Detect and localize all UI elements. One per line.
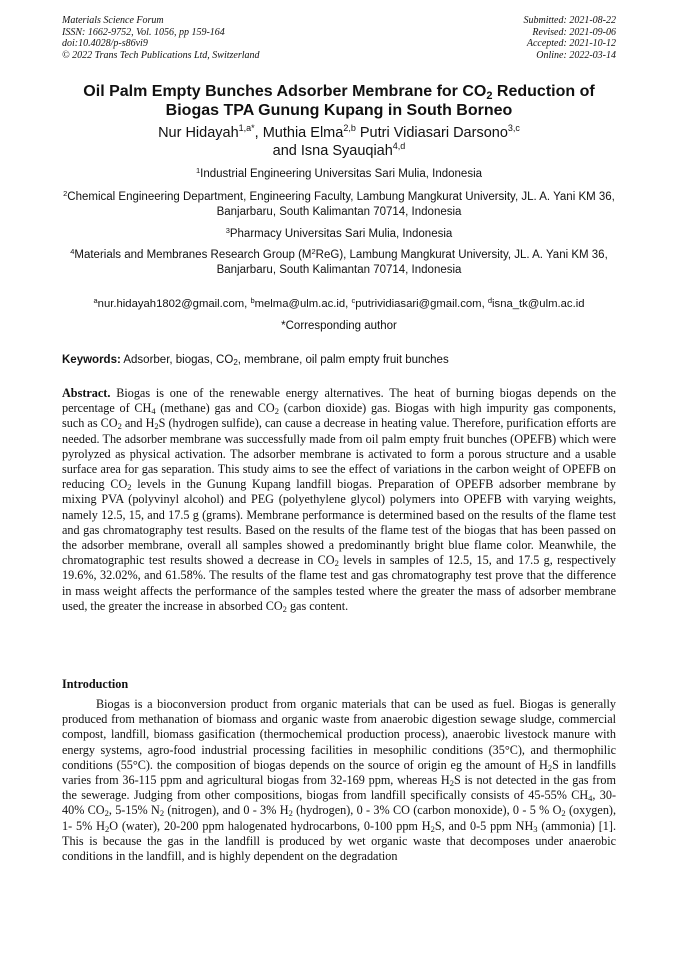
subscript: 2: [430, 823, 435, 834]
affiliation-superscript: 2: [311, 247, 316, 256]
paper-title: [40, 82, 638, 120]
email-address[interactable]: melma@ulm.ac.id,: [254, 298, 352, 310]
keywords-label: Keywords:: [62, 354, 121, 366]
corresponding-author-note: *Corresponding author: [281, 320, 397, 332]
subscript: 2: [288, 808, 293, 819]
email-mark: c: [351, 296, 356, 305]
body-text: (ammonia) [1]. This is because the gas in the landfill is produced by wet organic waste that decomposes under anaerobic conditions in the landfill, and is highly dependent on the degradation: [62, 818, 616, 864]
keywords-subscript: 2: [233, 358, 238, 367]
section-heading-introduction: Introduction: [62, 677, 129, 691]
author-list: [40, 124, 638, 160]
date-submitted: Submitted: 2021-08-22: [523, 15, 616, 26]
subscript: 2: [117, 421, 122, 432]
title-subscript: 2: [486, 90, 493, 102]
abstract-text: levels in samples of 12.5, 15, and 17.5 g, respectively 19.6%, 32.02%, and 61.58%. The results of the flame test and gas chromatography test prove that the difference in mass weight affects the performance of the samples tested where the greater the mass of adsorber membrane used, the greater the increase in absorbed CO: [62, 553, 616, 613]
date-accepted: Accepted: 2021-10-12: [526, 38, 616, 49]
email-address[interactable]: isna_tk@ulm.ac.id: [492, 298, 585, 310]
keywords: [62, 353, 616, 368]
subscript: 3: [533, 823, 538, 834]
journal-issn: ISSN: 1662-9752, Vol. 1056, pp 159-164: [62, 26, 225, 38]
affiliation-text: Pharmacy Universitas Sari Mulia, Indonesia: [229, 228, 453, 240]
date-revised: Revised: 2021-09-06: [532, 26, 616, 38]
abstract-text: S (hydrogen sulfide), can cause a decrease in heating value. Therefore, purification efforts are needed. The adsorber membrane was successfully made from oil palm empty fruit bunches (OPEFB) which were pyrolyzed as physical activation. The adsorber membrane is activated to form a porous structure and a usable surface area for gas separation. This study aims to see the effect of variations in the carbon weight of OPEFB on reducing CO: [62, 416, 616, 492]
title-line-2: Biogas TPA Gunung Kupang in South Borneo: [165, 102, 513, 119]
subscript: 2: [127, 482, 132, 493]
abstract-text: gas content.: [286, 598, 349, 613]
subscript: 2: [104, 808, 109, 819]
affiliation-text: Chemical Engineering Department, Engineering Faculty, Lambung Mangkurat University, JL. A. Yani KM 36, Banjarbaru, South Kalimantan 70714, Indonesia: [67, 191, 615, 218]
subscript: 2: [334, 558, 339, 569]
email-address[interactable]: putrividiasari@gmail.com,: [355, 298, 488, 310]
title-text: Reduction of: [492, 83, 595, 100]
subscript: 2: [282, 603, 287, 614]
dates-header: [524, 15, 617, 61]
email-list: [40, 297, 638, 312]
affiliation-text: ReG), Lambung Mangkurat University, JL. A. Yani KM 36, Banjarbaru, South Kalimantan 70714, Indonesia: [216, 249, 608, 276]
author-name: Nur Hidayah: [158, 125, 239, 141]
abstract-text: Biogas is one of the renewable energy alternatives. The heat of burning biogas depends on the percentage of CH: [62, 386, 616, 416]
email-mark: d: [487, 296, 493, 305]
body-text: S in landfills varies from 36-115 ppm and agricultural biogas from 32-169 ppm, whereas H: [62, 757, 616, 788]
journal-header: [62, 15, 260, 61]
subscript: 2: [449, 778, 454, 789]
affiliation-mark: 3: [225, 226, 230, 235]
abstract-text: (carbon dioxide) gas. Biogas with high impurity gas components, such as CO: [62, 401, 617, 431]
abstract-text: (methane) gas and CO: [155, 401, 275, 416]
email-mark: b: [250, 296, 255, 305]
introduction-paragraph: [62, 697, 616, 864]
author-affiliation-mark: 2,b: [343, 123, 356, 133]
subscript: 2: [561, 808, 566, 819]
author-name: Putri Vidiasari Darsono: [355, 125, 508, 141]
keywords-text: , membrane, oil palm empty fruit bunches: [237, 354, 449, 366]
journal-name: Materials Science Forum: [62, 15, 164, 26]
body-text: O (water), 20-200 ppm halogenated hydrocarbons, 0-100 ppm H: [109, 818, 431, 833]
abstract-label: Abstract.: [62, 386, 111, 400]
subscript: 2: [547, 762, 553, 773]
date-online: Online: 2022-03-14: [536, 49, 616, 61]
body-text: S, and 0-5 ppm NH: [434, 818, 534, 833]
journal-doi: doi:10.4028/p-s86vi9: [62, 38, 148, 49]
subscript: 2: [159, 808, 165, 819]
body-text: Biogas is a bioconversion product from organic materials that can be used as fuel. Biogas is generally produced from methanation of biomass and organic waste from anaerobic digestion sewage sludge, commercial compost, landfill, biomass gasification (thermochemical production process), anaerobic livestock manure with energy systems, agro-food industrial processing facilities in mesophilic conditions (35°C), and thermophilic conditions (55°C). the composition of biogas depends on the source of origin eg the amount of H: [62, 697, 616, 772]
affiliation-4: [62, 248, 616, 278]
affiliation-2: [62, 190, 616, 220]
author-name: , Muthia Elma: [254, 125, 344, 141]
journal-copyright: © 2022 Trans Tech Publications Ltd, Switzerland: [62, 49, 260, 61]
subscript: 2: [104, 823, 110, 834]
body-text: (nitrogen), and 0 - 3% H: [164, 803, 289, 818]
email-address[interactable]: nur.hidayah1802@gmail.com,: [97, 298, 251, 310]
body-text: , 30-40% CO: [62, 788, 617, 818]
body-text: (hydrogen), 0 - 3% CO (carbon monoxide), 0 - 5 % O: [292, 803, 562, 818]
author-affiliation-mark: 1,a*: [238, 123, 255, 133]
keywords-text: Adsorber, biogas, CO: [120, 354, 234, 366]
affiliation-mark: 2: [63, 189, 68, 198]
affiliation-text: Materials and Membranes Research Group (M: [74, 249, 312, 261]
affiliation-mark: 1: [195, 166, 201, 175]
affiliation-text: Industrial Engineering Universitas Sari Mulia, Indonesia: [200, 168, 483, 180]
abstract-text: and H: [121, 416, 155, 431]
subscript: 2: [274, 406, 279, 417]
title-text: Oil Palm Empty Bunches Adsorber Membrane for CO: [83, 83, 487, 100]
subscript: 2: [154, 421, 159, 432]
subscript: 4: [588, 793, 593, 804]
affiliation-mark: 4: [70, 247, 75, 256]
affiliation-1: [62, 167, 616, 182]
body-text: (oxygen), 1- 5% H: [62, 803, 617, 833]
author-affiliation-mark: 3,c: [507, 123, 520, 133]
abstract: [62, 386, 616, 614]
body-text: , 5-15% N: [108, 803, 160, 818]
author-name: and Isna Syauqiah: [272, 143, 393, 159]
abstract-text: levels in the Gunung Kupang landfill biogas. Preparation of OPEFB adsorber membrane by mixing PVA (polyvinyl alcohol) and PEG (polyethylene glycol) polymers into OPEFB with varying weights, namely 12.5, 15, and 17.5 g (grams). Membrane performance is determined based on the results of the flame test and gas chromatography test results. Based on the results of the flame test of the biogas that has been passed on the adsorber membrane, overall all samples showed a predominantly bright blue flame color. Meanwhile, the chromatographic test results showed a decrease in CO: [62, 477, 616, 568]
affiliation-3: [62, 227, 616, 242]
subscript: 4: [151, 406, 156, 417]
body-text: S is not detected in the gas from the sewerage. Judging from other compositions, biogas from landfill specifically consists of 45-55% CH: [62, 773, 616, 803]
email-mark: a: [93, 296, 98, 305]
author-affiliation-mark: 4,d: [392, 141, 406, 151]
